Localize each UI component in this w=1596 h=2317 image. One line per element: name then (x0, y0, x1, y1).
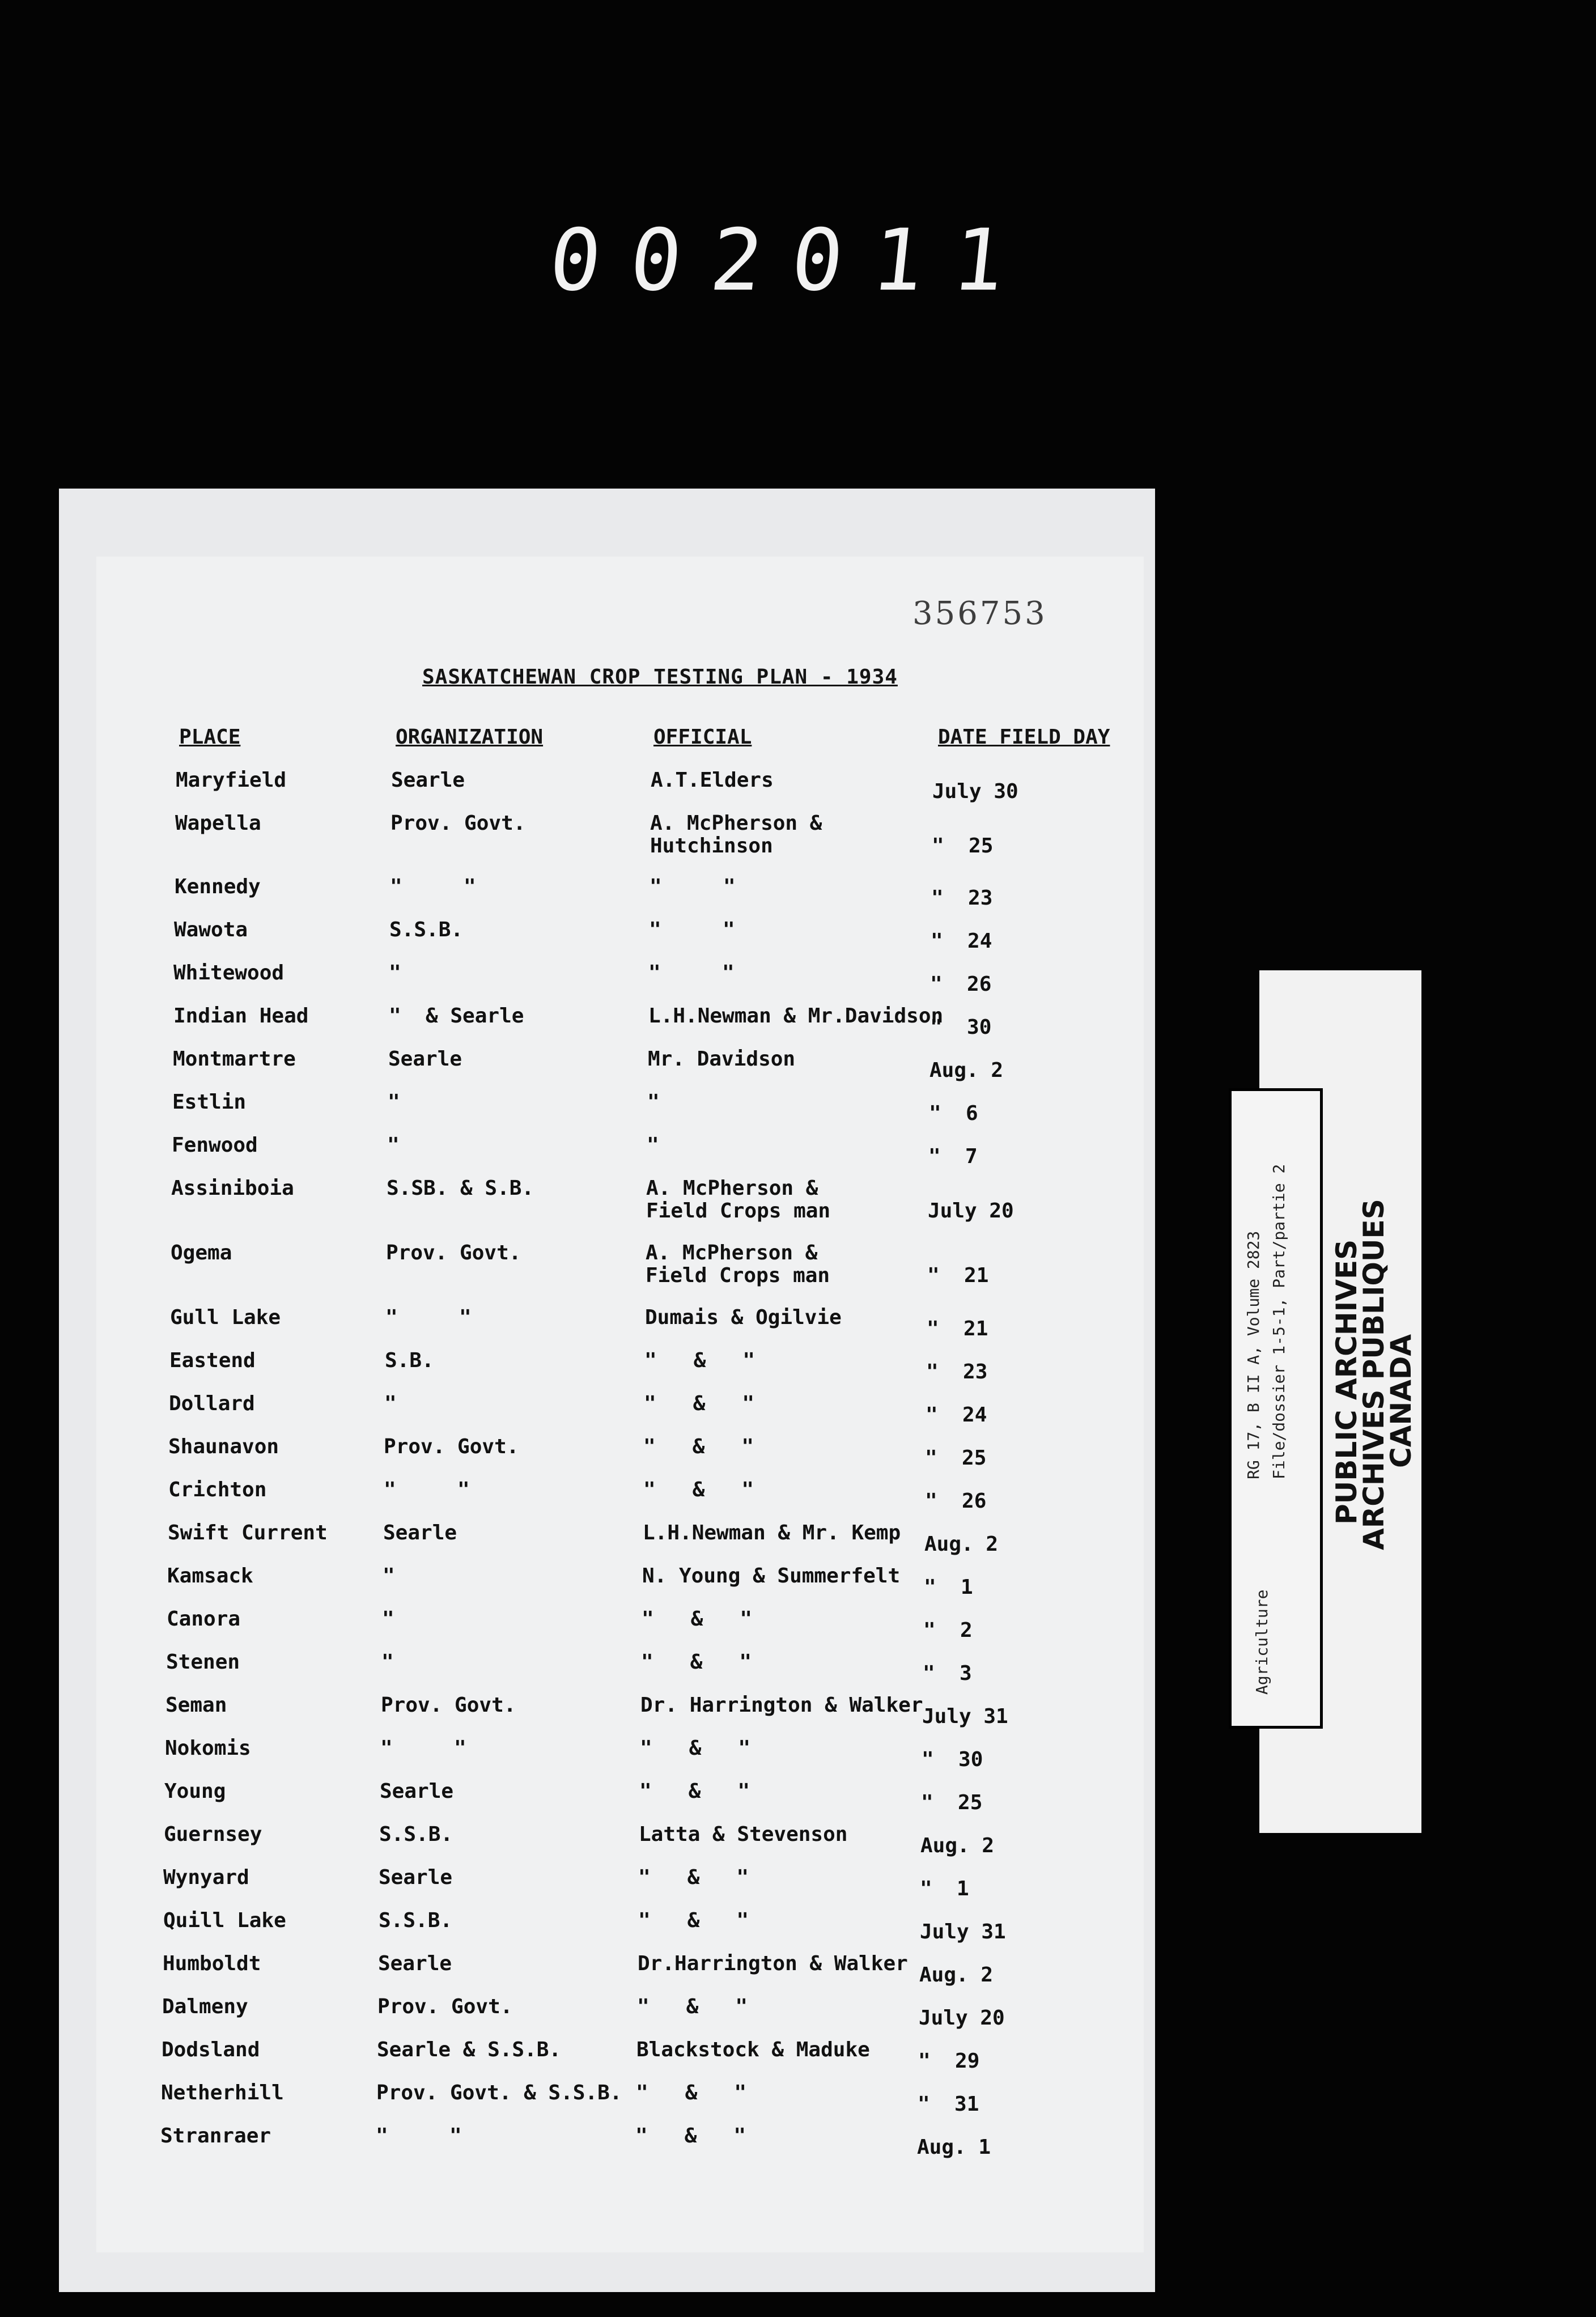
row-official: " & " (643, 1478, 754, 1501)
row-date: " 1 (920, 1877, 969, 1900)
row-organization: Prov. Govt. (381, 1694, 516, 1717)
row-place: Wawota (174, 918, 248, 941)
row-date: Aug. 2 (924, 1533, 999, 1556)
row-place: Guernsey (164, 1823, 262, 1846)
row-date: " 26 (925, 1490, 987, 1513)
row-official-line-2: Field Crops man (646, 1264, 830, 1287)
row-place: Humboldt (163, 1952, 261, 1975)
row-official: " & " (644, 1392, 755, 1415)
column-header-official: OFFICIAL (653, 725, 752, 749)
row-place: Wapella (175, 812, 261, 835)
archive-reference: RG 17, B II A, Volume 2823 (1244, 1230, 1263, 1479)
row-organization: " (383, 1564, 395, 1588)
row-place: Estlin (172, 1090, 247, 1114)
row-official: " & " (639, 1780, 750, 1803)
row-organization: " & Searle (389, 1004, 524, 1028)
row-organization: Searle (388, 1047, 462, 1071)
row-place: Fenwood (172, 1134, 258, 1157)
row-date: " 21 (927, 1264, 989, 1287)
row-date: " 24 (926, 1403, 987, 1427)
column-header-organization: ORGANIZATION (396, 725, 544, 749)
row-place: Netherhill (161, 2081, 284, 2104)
row-official: " " (649, 918, 735, 941)
row-organization: Prov. Govt. (386, 1241, 521, 1264)
row-organization: " " (376, 2124, 462, 2148)
row-place: Dodsland (162, 2038, 260, 2061)
row-place: Ogema (171, 1241, 232, 1264)
row-organization: S.S.B. (379, 1823, 453, 1846)
row-place: Kamsack (167, 1564, 253, 1588)
row-organization: Prov. Govt. (390, 812, 526, 835)
row-date: July 20 (919, 2006, 1005, 2030)
row-place: Dalmeny (162, 1995, 248, 2018)
row-official: " & " (637, 1995, 748, 2018)
row-date: " 2 (923, 1619, 973, 1642)
row-date: " 23 (926, 1360, 988, 1384)
row-official: A.T.Elders (651, 769, 774, 792)
row-date: " 25 (925, 1446, 987, 1470)
row-official-line-2: Hutchinson (650, 834, 773, 858)
row-place: Canora (167, 1607, 241, 1631)
row-date: " 7 (928, 1145, 978, 1168)
row-official: Dr.Harrington & Walker (638, 1952, 908, 1975)
row-date: " 31 (918, 2093, 979, 2116)
row-date: " 23 (931, 886, 993, 910)
row-official: " & " (635, 2124, 746, 2148)
row-organization: " (384, 1392, 397, 1415)
row-date: Aug. 1 (917, 2136, 991, 2159)
row-organization: Searle (378, 1952, 452, 1975)
row-place: Quill Lake (163, 1909, 286, 1932)
row-place: Young (164, 1780, 226, 1803)
row-date: " 26 (930, 973, 992, 996)
row-place: Wynyard (163, 1866, 249, 1889)
row-official: L.H.Newman & Mr.Davidson (648, 1004, 944, 1028)
row-official: " (647, 1090, 660, 1114)
row-official-line-2: Field Crops man (646, 1199, 831, 1223)
row-organization: " " (380, 1737, 466, 1760)
row-organization: Prov. Govt. & S.S.B. (376, 2081, 622, 2104)
row-official: " & " (638, 1866, 749, 1889)
row-place: Maryfield (176, 769, 287, 792)
row-date: " 6 (929, 1102, 978, 1125)
row-official: " & " (641, 1650, 752, 1674)
row-date: " 3 (923, 1662, 972, 1685)
row-official: A. McPherson & (646, 1241, 818, 1264)
archive-file: File/dossier 1-5-1, Part/partie 2 (1270, 1164, 1288, 1479)
row-place: Crichton (168, 1478, 267, 1501)
row-organization: " (388, 1090, 400, 1114)
row-official: " & " (636, 2081, 747, 2104)
row-date: " 30 (930, 1016, 992, 1039)
row-date: " 30 (922, 1748, 983, 1771)
row-official: " & " (643, 1435, 754, 1458)
row-date: Aug. 2 (920, 1834, 995, 1857)
row-organization: Prov. Govt. (377, 1995, 513, 2018)
row-organization: " " (385, 1306, 472, 1329)
row-date: July 31 (920, 1920, 1006, 1943)
row-official: Mr. Davidson (648, 1047, 796, 1071)
row-official: " & " (642, 1607, 753, 1631)
row-official: N. Young & Summerfelt (642, 1564, 901, 1588)
row-place: Seman (165, 1694, 227, 1717)
row-organization: " (387, 1134, 400, 1157)
row-date: " 25 (921, 1791, 983, 1814)
row-organization: " (389, 961, 401, 984)
row-place: Dollard (169, 1392, 255, 1415)
row-official: Dumais & Ogilvie (645, 1306, 842, 1329)
row-place: Kennedy (175, 875, 261, 898)
row-date: " 24 (931, 930, 992, 953)
row-official: " & " (638, 1909, 749, 1932)
row-organization: Searle (379, 1866, 453, 1889)
row-date: July 20 (928, 1199, 1014, 1223)
row-official: A. McPherson & (650, 812, 822, 835)
row-organization: S.SB. & S.B. (387, 1177, 534, 1200)
row-official: Dr. Harrington & Walker (640, 1694, 923, 1717)
reference-number: 356753 (912, 595, 1047, 632)
row-place: Assiniboia (171, 1177, 294, 1200)
row-date: July 30 (932, 780, 1018, 803)
row-official: " (647, 1134, 659, 1157)
row-date: Aug. 2 (929, 1059, 1004, 1082)
archive-institution-line-1: PUBLIC ARCHIVES (1330, 1239, 1363, 1525)
column-header-place: PLACE (179, 725, 241, 749)
column-header-date: DATE FIELD DAY (938, 725, 1110, 749)
row-date: " 25 (932, 834, 994, 858)
row-organization: " (382, 1607, 394, 1631)
row-date: " 1 (924, 1576, 973, 1599)
archive-department: Agriculture (1253, 1589, 1271, 1695)
frame-number: 002011 (544, 211, 1039, 310)
row-organization: Searle (383, 1521, 457, 1544)
row-organization: S.S.B. (389, 918, 464, 941)
row-place: Stranraer (160, 2124, 271, 2148)
row-date: " 29 (918, 2049, 980, 2073)
row-official: L.H.Newman & Mr. Kemp (643, 1521, 901, 1544)
row-official: A. McPherson & (646, 1177, 818, 1200)
row-organization: Searle (391, 769, 465, 792)
row-date: " 21 (927, 1317, 988, 1340)
row-official: " & " (640, 1737, 751, 1760)
row-place: Gull Lake (170, 1306, 281, 1329)
row-place: Stenen (166, 1650, 240, 1674)
row-official: Blackstock & Maduke (636, 2038, 870, 2061)
row-official: " & " (644, 1349, 755, 1372)
row-place: Indian Head (173, 1004, 309, 1028)
row-date: Aug. 2 (919, 1963, 994, 1987)
row-place: Shaunavon (168, 1435, 279, 1458)
row-date: July 31 (922, 1705, 1008, 1728)
row-organization: S.S.B. (379, 1909, 453, 1932)
row-organization: " (381, 1650, 394, 1674)
row-official: Latta & Stevenson (639, 1823, 848, 1846)
row-place: Montmartre (173, 1047, 296, 1071)
document-title: SASKATCHEWAN CROP TESTING PLAN - 1934 (422, 665, 898, 689)
row-place: Eastend (169, 1349, 256, 1372)
row-place: Whitewood (173, 961, 285, 984)
row-place: Nokomis (165, 1737, 251, 1760)
row-place: Swift Current (168, 1521, 328, 1544)
row-official: " " (650, 875, 736, 898)
archive-institution-line-3: CANADA (1385, 1334, 1417, 1468)
row-organization: Searle (380, 1780, 454, 1803)
row-official: " " (648, 961, 735, 984)
row-organization: Prov. Govt. (384, 1435, 519, 1458)
row-organization: " " (390, 875, 476, 898)
row-organization: Searle & S.S.B. (377, 2038, 562, 2061)
archive-institution-line-2: ARCHIVES PUBLIQUES (1357, 1199, 1390, 1550)
row-organization: S.B. (385, 1349, 434, 1372)
row-organization: " " (384, 1478, 470, 1501)
